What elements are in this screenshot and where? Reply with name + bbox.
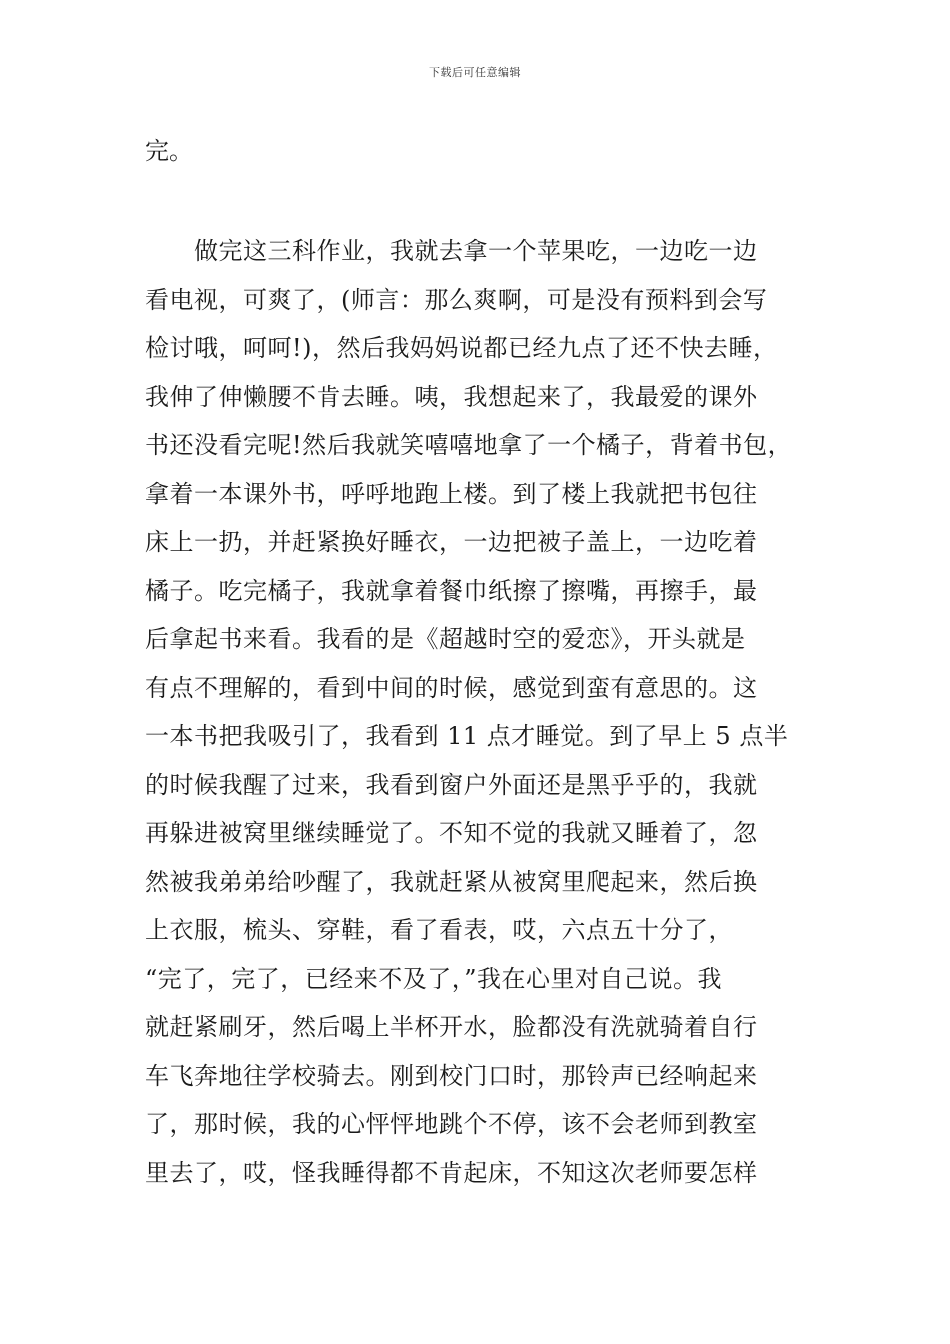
paragraph-line: 橘子。吃完橘子，我就拿着餐巾纸擦了擦嘴，再擦手，最 [145,576,758,605]
paragraph-line: 做完这三科作业，我就去拿一个苹果吃，一边吃一边 [145,237,758,265]
fragment-line: 完。 [145,137,193,165]
paragraph-line: 检讨哦，呵呵!)，然后我妈妈说都已经九点了还不快去睡， [145,334,778,362]
paragraph-line: 看电视，可爽了，(师言：那么爽啊，可是没有预料到会写 [145,285,768,314]
paragraph-line: 了，那时候，我的心怦怦地跳个不停，该不会老师到教室 [145,1110,758,1138]
paragraph-line: 上衣服，梳头、穿鞋，看了看表，哎，六点五十分了， [145,916,733,944]
paragraph-line: 一本书把我吸引了，我看到 11 点才睡觉。到了早上 5 点半 [145,722,789,750]
paragraph-line: 的时候我醒了过来，我看到窗户外面还是黑乎乎的，我就 [145,770,758,799]
paragraph-line: 后拿起书来看。我看的是《超越时空的爱恋》，开头就是 [145,625,746,653]
paragraph-line: 车飞奔地往学校骑去。刚到校门口时，那铃声已经响起来 [145,1061,758,1090]
paragraph-line: 然被我弟弟给吵醒了，我就赶紧从被窝里爬起来，然后换 [145,867,758,896]
paragraph-line: 拿着一本课外书，呼呼地跑上楼。到了楼上我就把书包往 [145,479,758,508]
paragraph-line: 有点不理解的，看到中间的时候，感觉到蛮有意思的。这 [145,673,758,702]
paragraph-line: “完了，完了，已经来不及了，”我在心里对自己说。我 [145,964,723,993]
paragraph-line: 床上一扔，并赶紧换好睡衣，一边把被子盖上，一边吃着 [145,528,758,556]
paragraph-line: 书还没看完呢!然后我就笑嘻嘻地拿了一个橘子，背着书包， [145,431,793,459]
paragraph-line: 再躲进被窝里继续睡觉了。不知不觉的我就又睡着了，忽 [145,819,758,847]
page-header: 下载后可任意编辑 [429,66,521,79]
paragraph-line: 里去了，哎，怪我睡得都不肯起床，不知这次老师要怎样 [145,1158,758,1187]
paragraph-line: 就赶紧刷牙，然后喝上半杯开水，脸都没有洗就骑着自行 [145,1013,758,1041]
body-paragraph [145,227,807,1197]
paragraph-line: 我伸了伸懒腰不肯去睡。咦，我想起来了，我最爱的课外 [145,382,758,411]
